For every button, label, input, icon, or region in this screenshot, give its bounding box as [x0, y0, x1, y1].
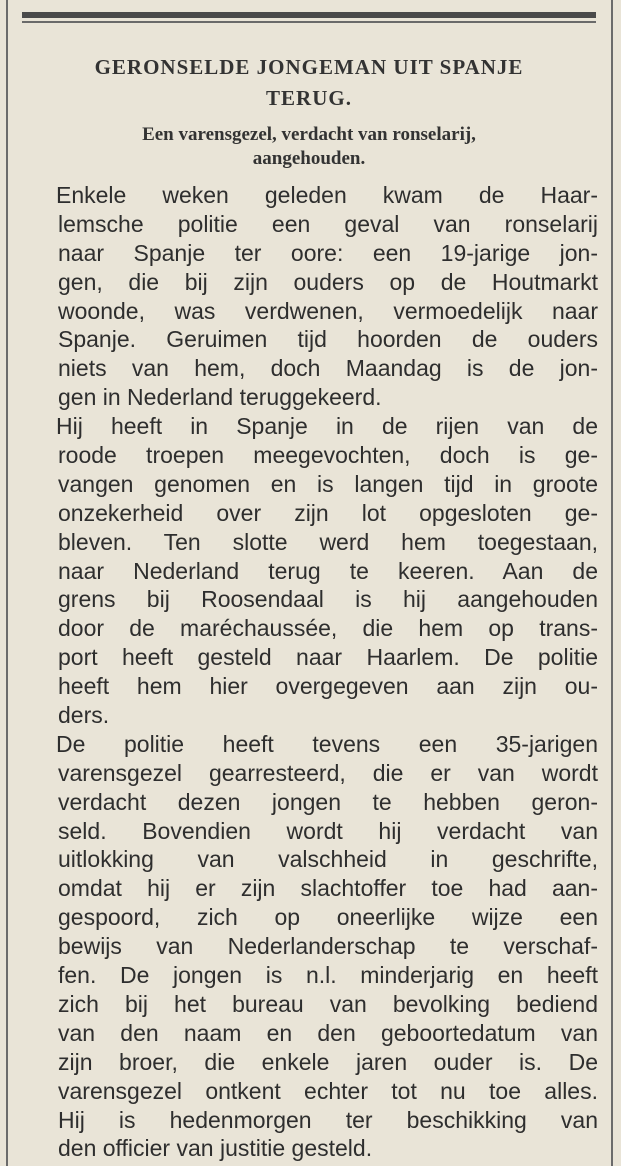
- subheadline-line-2: aangehouden.: [252, 148, 366, 169]
- body-line: bewijs van Nederlanderschap te verschaf-: [58, 933, 598, 960]
- body-line: gen, die bij zijn ouders op de Houtmarkt: [58, 268, 598, 295]
- body-line: Hij heeft in Spanje in de rijen van de: [56, 413, 598, 440]
- top-rule-thin: [22, 21, 596, 23]
- body-line: onzekerheid over zijn lot opgesloten ge-: [58, 499, 598, 526]
- headline: [22, 52, 596, 114]
- body-line: naar Spanje ter oore: een 19-jarige jon-: [58, 239, 598, 266]
- body-line: verdacht dezen jongen te hebben geron-: [58, 788, 598, 815]
- headline-line-1: GERONSELDE JONGEMAN UIT SPANJE: [94, 55, 524, 79]
- body-line: seld. Bovendien wordt hij verdacht van: [58, 817, 598, 844]
- left-column-rule: [6, 0, 8, 1166]
- body-line: door de maréchaussée, die hem op trans-: [58, 615, 598, 642]
- body-line: varensgezel gearresteerd, die er van wordt: [58, 759, 598, 786]
- body-line: De politie heeft tevens een 35-jarigen: [56, 730, 598, 757]
- body-line: vangen genomen en is langen tijd in groote: [58, 470, 598, 497]
- top-rule-thick: [22, 12, 596, 18]
- subheadline: [22, 123, 596, 171]
- body-line: zijn broer, die enkele jaren ouder is. De: [58, 1048, 598, 1075]
- right-column-rule: [611, 0, 613, 1166]
- body-line: bleven. Ten slotte werd hem toegestaan,: [58, 528, 598, 555]
- body-line: Enkele weken geleden kwam de Haar-: [56, 182, 598, 208]
- body-line: zich bij het bureau van bevolking bediend: [58, 990, 598, 1017]
- headline-line-2: TERUG.: [266, 86, 352, 110]
- body-line: heeft hem hier overgegeven aan zijn ou-: [58, 673, 598, 700]
- body-line: port heeft gesteld naar Haarlem. De politie: [58, 644, 598, 671]
- body-line: Spanje. Geruimen tijd hoorden de ouders: [58, 326, 598, 353]
- body-line: niets van hem, doch Maandag is de jon-: [58, 355, 598, 382]
- body-line: uitlokking van valschheid in geschrifte,: [58, 846, 598, 873]
- body-line: Hij is hedenmorgen ter beschikking van: [58, 1106, 598, 1133]
- body-line: lemsche politie een geval van ronselarij: [58, 210, 598, 237]
- body-line: naar Nederland terug te keeren. Aan de: [58, 557, 598, 584]
- body-line: den officier van justitie gesteld.: [58, 1135, 373, 1162]
- body-line: grens bij Roosendaal is hij aangehouden: [58, 586, 598, 613]
- body-line: fen. De jongen is n.l. minderjarig en heeft: [58, 962, 598, 989]
- subheadline-line-1: Een varensgezel, verdacht van ronselarij,: [142, 124, 476, 145]
- body-line: woonde, was verdwenen, vermoedelijk naar: [58, 297, 598, 324]
- article-body: [58, 181, 598, 1163]
- body-line: varensgezel ontkent echter tot nu toe alles.: [58, 1077, 598, 1104]
- body-line: ders.: [58, 702, 110, 729]
- body-line: gespoord, zich op oneerlijke wijze een: [58, 904, 598, 931]
- body-line: gen in Nederland teruggekeerd.: [58, 384, 382, 411]
- body-line: van den naam en den geboortedatum van: [58, 1019, 598, 1046]
- body-line: omdat hij er zijn slachtoffer toe had aan-: [58, 875, 598, 902]
- body-line: roode troepen meegevochten, doch is ge-: [58, 442, 598, 469]
